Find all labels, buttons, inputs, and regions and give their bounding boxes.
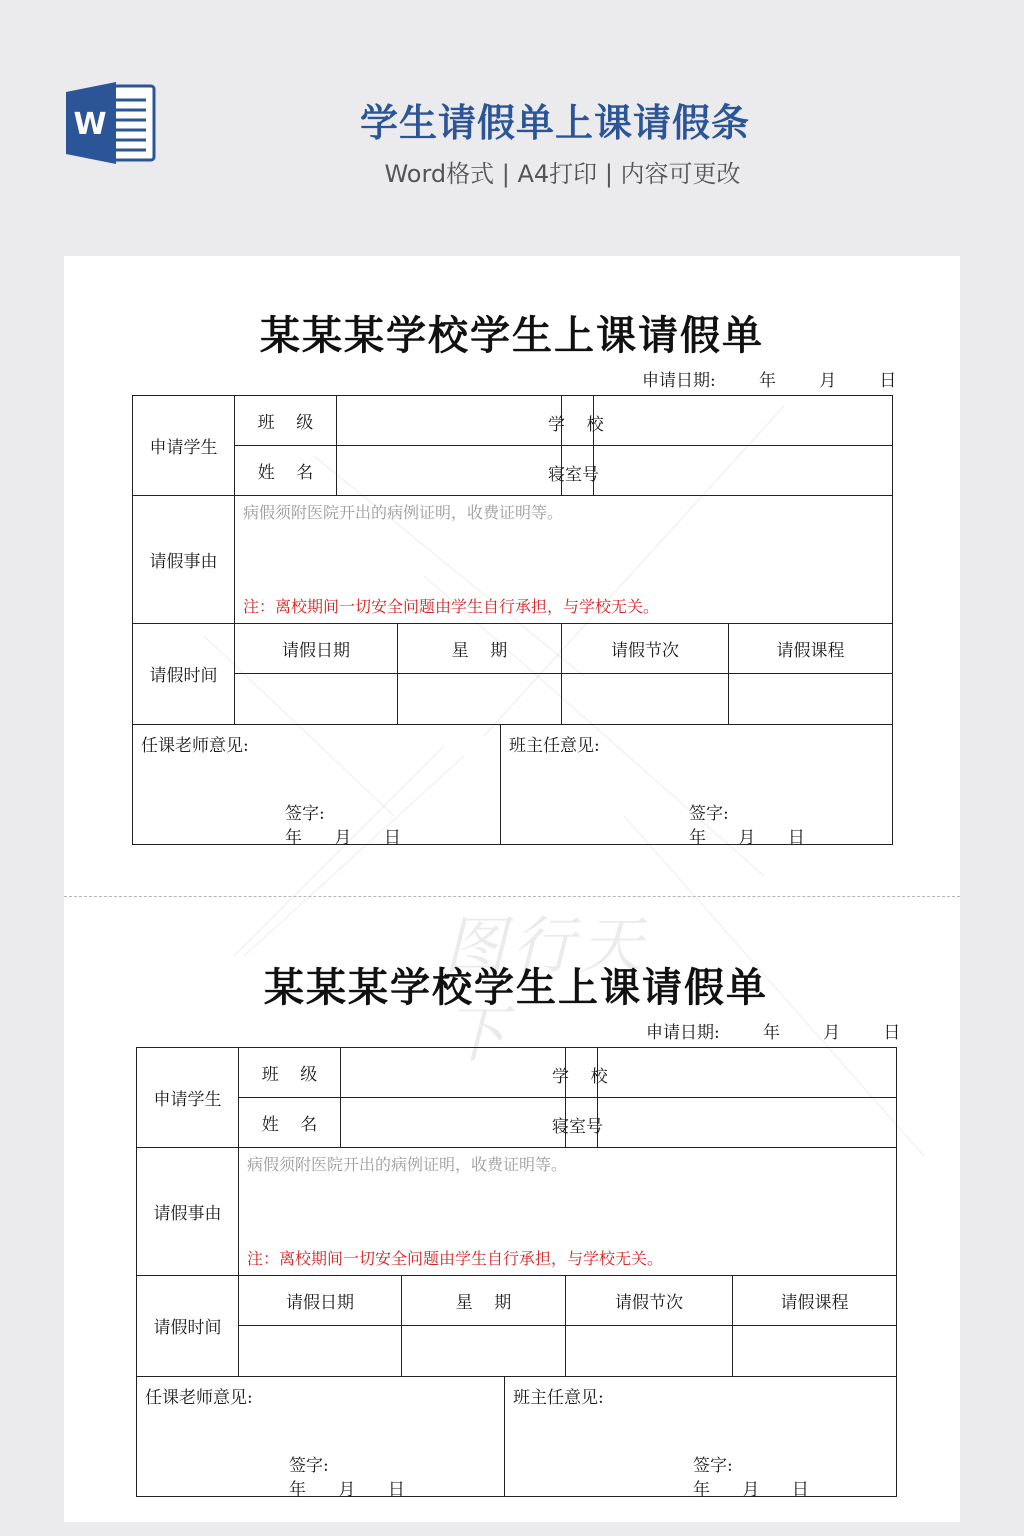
weekday-field[interactable]: [398, 673, 562, 724]
reason-hint: 病假须附医院开出的病例证明，收费证明等。: [243, 503, 564, 523]
leave-form-2: [64, 908, 960, 1508]
dorm-field[interactable]: [552, 1098, 897, 1148]
student-label: 申请学生: [133, 396, 235, 496]
form-title: 某某某学校学生上课请假单: [264, 964, 768, 1011]
class-field[interactable]: [337, 396, 562, 446]
headteacher-opinion-field[interactable]: [505, 1376, 897, 1500]
course-col-header: 请假课程: [733, 1275, 897, 1325]
school-field[interactable]: [548, 396, 893, 446]
reason-field[interactable]: [235, 496, 893, 623]
reason-field[interactable]: [239, 1148, 897, 1275]
teacher-opinion-label: 任课老师意见:: [145, 1387, 253, 1408]
date-col-header: 请假日期: [239, 1275, 402, 1325]
period-field[interactable]: [566, 1325, 733, 1376]
leave-form-1: [64, 256, 960, 856]
class-label: 班 级: [239, 1048, 341, 1098]
course-field[interactable]: [729, 673, 893, 724]
weekday-field[interactable]: [402, 1325, 566, 1376]
teacher-opinion-field[interactable]: [137, 1376, 505, 1500]
course-field[interactable]: [733, 1325, 897, 1376]
school-label: 学 校: [552, 1067, 608, 1087]
date-field[interactable]: [235, 673, 398, 724]
reason-note: 注：离校期间一切安全问题由学生自行承担，与学校无关。: [247, 1249, 664, 1269]
period-col-header: 请假节次: [562, 623, 729, 673]
apply-date: 申请日期: 年 月 日: [646, 1023, 901, 1043]
word-document-icon: [66, 82, 156, 164]
school-label: 学 校: [548, 415, 604, 435]
teacher-sign-date: 年 月 日: [285, 827, 401, 848]
dorm-field[interactable]: [548, 446, 893, 496]
headteacher-opinion-field[interactable]: [501, 724, 893, 848]
watermark-text: 图行天下: [444, 909, 649, 1071]
reason-label: 请假事由: [133, 496, 235, 623]
name-field[interactable]: [341, 1098, 566, 1148]
headteacher-sign-label: 签字:: [689, 803, 729, 824]
student-label: 申请学生: [137, 1048, 239, 1148]
form-title: 某某某学校学生上课请假单: [260, 312, 764, 359]
form-table: [136, 1047, 897, 1500]
time-label: 请假时间: [133, 623, 235, 724]
reason-label: 请假事由: [137, 1148, 239, 1275]
teacher-sign-date: 年 月 日: [289, 1479, 405, 1500]
headteacher-sign-date: 年 月 日: [689, 827, 805, 848]
class-label: 班 级: [235, 396, 337, 446]
reason-note: 注：离校期间一切安全问题由学生自行承担，与学校无关。: [243, 597, 660, 617]
teacher-opinion-field[interactable]: [133, 724, 501, 848]
class-field[interactable]: [341, 1048, 566, 1098]
period-field[interactable]: [562, 673, 729, 724]
teacher-sign-label: 签字:: [285, 803, 325, 824]
header-subtitle: Word格式 | A4打印 | 内容可更改: [384, 160, 741, 188]
time-label: 请假时间: [137, 1275, 239, 1376]
teacher-opinion-label: 任课老师意见:: [141, 735, 249, 756]
period-col-header: 请假节次: [566, 1275, 733, 1325]
headteacher-sign-label: 签字:: [693, 1455, 733, 1476]
headteacher-sign-date: 年 月 日: [693, 1479, 809, 1500]
reason-hint: 病假须附医院开出的病例证明，收费证明等。: [247, 1155, 568, 1175]
name-field[interactable]: [337, 446, 562, 496]
paper-sheet: [64, 256, 960, 1522]
dorm-label: 寝室号: [552, 1117, 604, 1138]
page-header: [0, 0, 1024, 250]
cut-line: [64, 896, 960, 897]
headteacher-opinion-label: 班主任意见:: [513, 1387, 604, 1408]
date-field[interactable]: [239, 1325, 402, 1376]
dorm-label: 寝室号: [548, 465, 600, 486]
form-table: [132, 395, 893, 848]
headteacher-opinion-label: 班主任意见:: [509, 735, 600, 756]
course-col-header: 请假课程: [729, 623, 893, 673]
teacher-sign-label: 签字:: [289, 1455, 329, 1476]
weekday-col-header: 星 期: [398, 623, 562, 673]
school-field[interactable]: [552, 1048, 897, 1098]
svg-text:W: W: [73, 107, 107, 142]
weekday-col-header: 星 期: [402, 1275, 566, 1325]
name-label: 姓 名: [239, 1098, 341, 1148]
date-col-header: 请假日期: [235, 623, 398, 673]
apply-date: 申请日期: 年 月 日: [642, 371, 897, 391]
header-title: 学生请假单上课请假条: [359, 101, 750, 145]
name-label: 姓 名: [235, 446, 337, 496]
